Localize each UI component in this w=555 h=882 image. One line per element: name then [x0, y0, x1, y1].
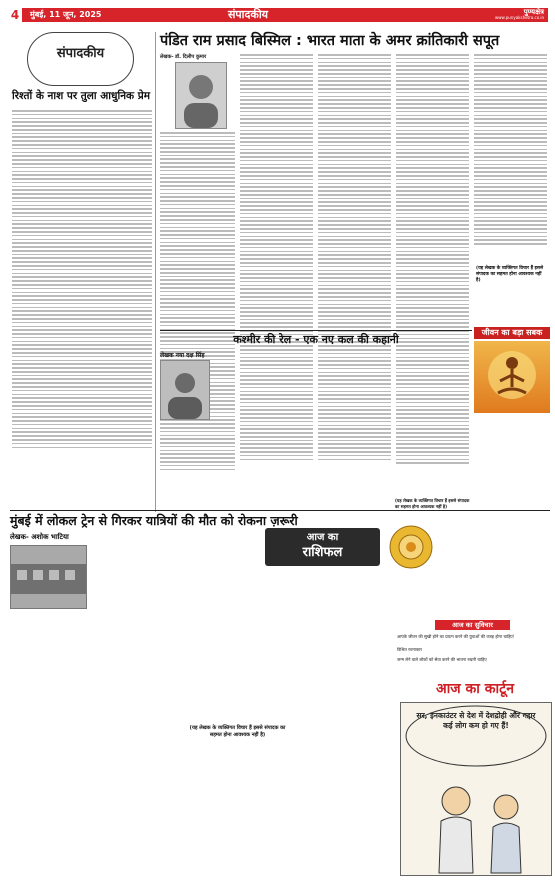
brand-website: www.punyakshetra.co.in — [495, 15, 544, 20]
cartoon-characters-icon — [401, 703, 551, 875]
editorial-body — [12, 110, 152, 500]
cartoon-panel — [400, 702, 552, 876]
main-article-pullquote: (यह लेखक के व्यक्तिगत विचार हैं इससे संपादक का सहमत होना आवश्यक नहीं है) — [476, 266, 544, 283]
editorial-headline: रिश्तों के नाश पर तुला आधुनिक प्रेम — [12, 90, 150, 102]
rashifal-banner — [265, 528, 380, 566]
editorial-label: संपादकीय — [56, 46, 105, 61]
main-article-col-3 — [318, 54, 391, 502]
rashifal-title-line2: राशिफल — [302, 545, 343, 560]
mumbai-headline: मुंबई में लोकल ट्रेन से गिरकर यात्रियों की मौत को रोकना ज़रूरी — [10, 513, 298, 528]
main-article-col-4 — [396, 54, 469, 502]
section-title: संपादकीय — [228, 8, 269, 21]
main-article-col-2 — [240, 54, 313, 502]
suvichar-title: आज का सुविचार — [435, 620, 510, 630]
train-crowd-photo-icon — [11, 546, 86, 608]
mumbai-byline: लेखक- अशोक भाटिया — [10, 533, 69, 541]
person-portrait-icon — [161, 361, 209, 419]
cartoon-speech: सर, इनकाउंटर से देश में देशद्रोही और गद्दार कई लोग कम हो गए हैं! — [416, 711, 536, 730]
kashmir-headline: कश्मीर की रेल - एक नए कल की कहानी — [233, 333, 399, 346]
suvichar-box — [395, 620, 550, 675]
mumbai-photo — [10, 545, 87, 609]
kashmir-photo — [160, 360, 210, 420]
author-photo — [175, 62, 227, 129]
editorial-section — [12, 30, 152, 500]
jeevan-title-bar — [474, 327, 550, 339]
brand-logo: पुण्यक्षेत्र — [523, 8, 544, 16]
suvichar-line-3: जन्म लेने वाले लोकों को सेवा करने की भावना रखनी चाहिए — [397, 657, 487, 662]
meditation-figure-icon — [474, 341, 550, 413]
author-portrait-icon — [176, 63, 226, 128]
editorial-badge — [27, 32, 134, 86]
masthead — [8, 8, 548, 22]
kashmir-byline: लेखक नया दक्ष सिंह — [160, 352, 205, 359]
main-article-col-5 — [474, 54, 547, 259]
main-article-col-1 — [160, 132, 235, 502]
cartoon-title: आज का कार्टून — [435, 681, 515, 697]
main-article-byline: लेखक- डॉ. दिलीप कुमार — [160, 54, 207, 60]
zodiac-wheel-icon — [380, 524, 442, 570]
jeevan-illustration — [474, 341, 550, 413]
jeevan-title: जीवन का बड़ा सबक — [481, 328, 543, 337]
kashmir-pullquote: (यह लेखक के व्यक्तिगत विचार हैं इससे संपादक का सहमत होना आवश्यक नहीं है) — [395, 498, 470, 509]
main-article-headline: पंडित राम प्रसाद बिस्मिल : भारत माता के अमर क्रांतिकारी सपूत — [160, 33, 500, 49]
rashifal-title-line1: आज का — [306, 532, 339, 543]
issue-date: मुंबई, 11 जून, 2025 — [30, 10, 102, 19]
mumbai-pullquote: (यह लेखक के व्यक्तिगत विचार हैं इससे संपादक का सहमत होना आवश्यक नहीं है) — [189, 725, 286, 738]
page-number: 4 — [8, 8, 22, 22]
suvichar-line-1: आपके जीवन की सुखी होने का प्रयत्न करने की युवाओं की वजह होना चाहिए! — [397, 634, 515, 639]
suvichar-line-2: विश्रित रचनाकार — [397, 647, 422, 652]
zodiac-wheel — [380, 524, 442, 570]
